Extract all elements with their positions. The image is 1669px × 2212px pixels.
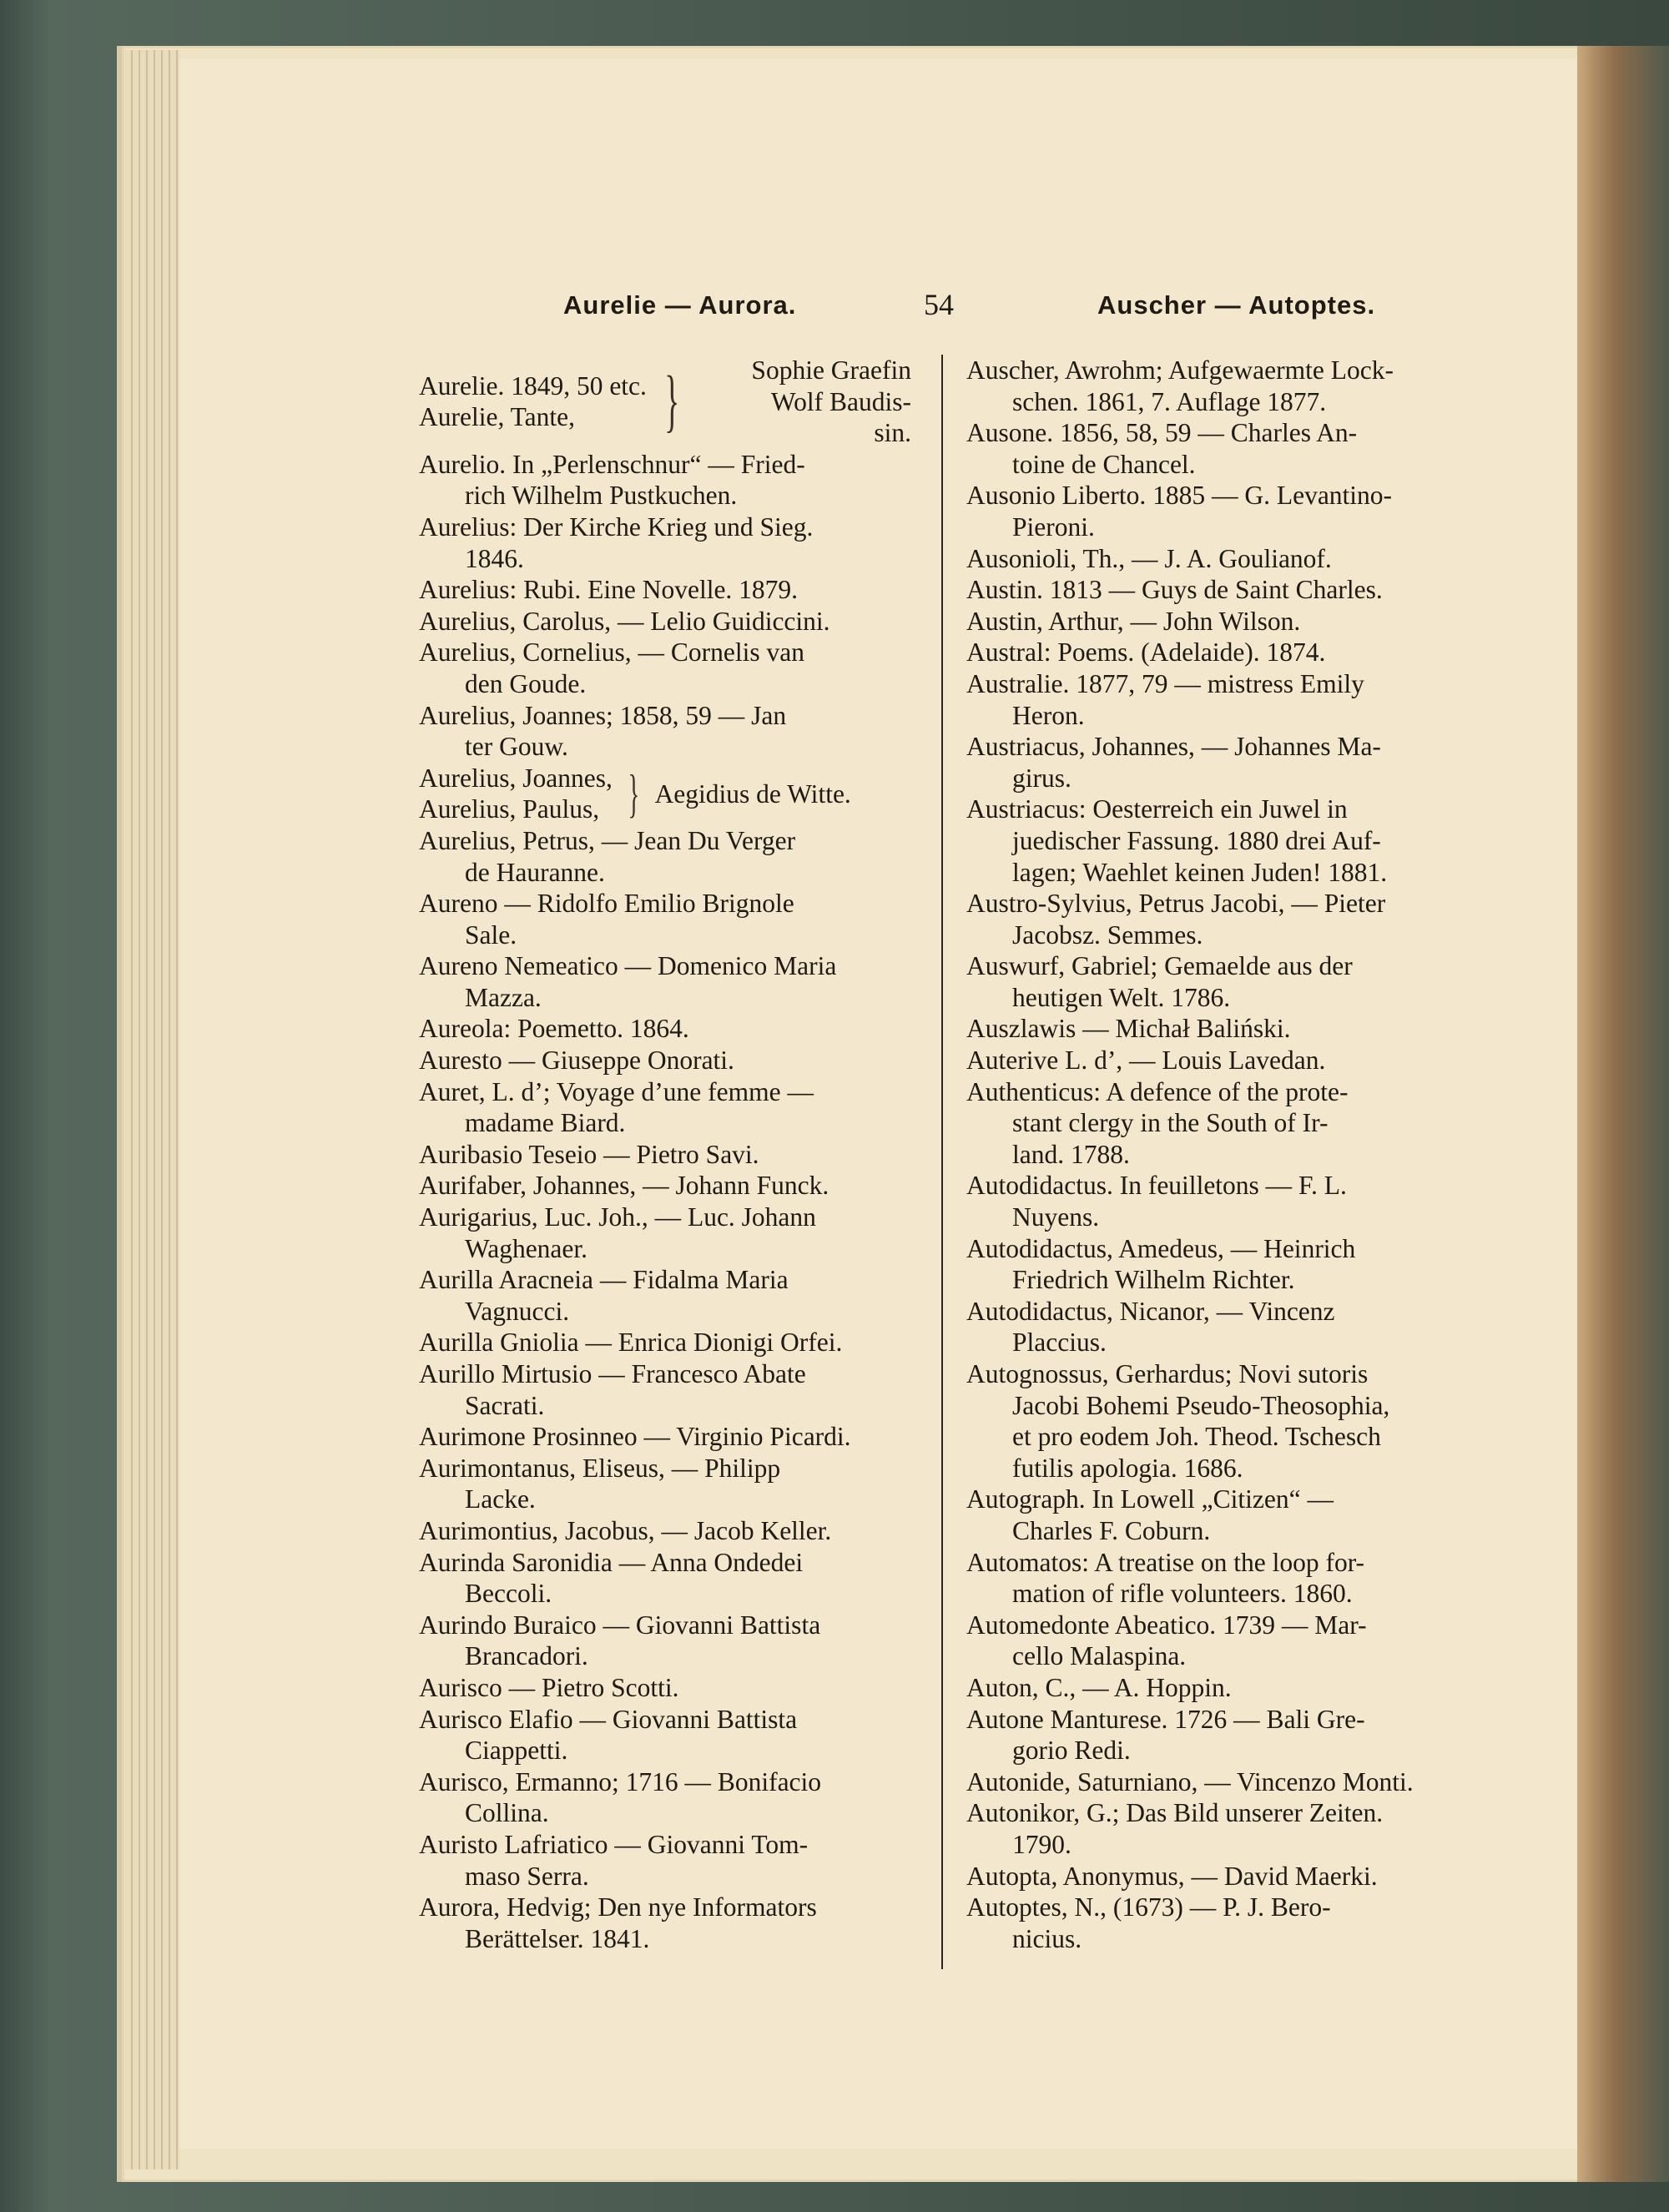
entry [419, 637, 911, 699]
entry [419, 1704, 911, 1766]
entry [419, 511, 911, 574]
entry-line: Aurimontius, Jacobus, — Jacob Keller. [419, 1515, 832, 1545]
entry-line: Aureola: Poemetto. 1864. [419, 1014, 689, 1044]
entry-continuation: Placcius. [1012, 1328, 1107, 1358]
header-left: Aurelie — Aurora. [563, 290, 797, 320]
entry-line: Auton, C., — A. Hoppin. [966, 1672, 1232, 1702]
brace-target-line: Sophie Graefin [751, 355, 911, 385]
entry-list [419, 449, 911, 763]
entry [966, 355, 1459, 417]
entry [419, 1076, 911, 1139]
entry [419, 888, 911, 950]
entry-continuation: madame Biard. [465, 1108, 626, 1138]
entry-line: Autognossus, Gerhardus; Novi sutoris [966, 1359, 1369, 1388]
entry-continuation: juedischer Fassung. 1880 drei Auf- [1012, 825, 1381, 855]
entry-line: Autopta, Anonymus, — David Maerki. [966, 1861, 1378, 1891]
entry-continuation: gorio Redi. [1012, 1736, 1131, 1766]
entry [966, 950, 1459, 1013]
entry-line: Austriacus, Johannes, — Johannes Ma- [966, 732, 1381, 762]
entry [966, 1045, 1459, 1076]
book-page [179, 58, 1577, 2149]
right-column [966, 355, 1459, 1954]
entry-line: Auristo Lafriatico — Giovanni Tom- [419, 1829, 809, 1859]
entry-line: Aurifaber, Johannes, — Johann Funck. [419, 1171, 829, 1201]
entry-continuation: Ciappetti. [465, 1736, 568, 1766]
column-divider [941, 355, 943, 1969]
entry [966, 1296, 1459, 1358]
entry [966, 1861, 1459, 1892]
entry-line: Austriacus: Oesterreich ein Juwel in [966, 794, 1348, 824]
entry-line: Aureno — Ridolfo Emilio Brignole [419, 889, 794, 919]
entry [419, 606, 911, 637]
brace-group [419, 355, 911, 449]
entry-continuation: Nuyens. [1012, 1202, 1100, 1232]
entry [419, 1610, 911, 1672]
entry [419, 1515, 911, 1547]
entry [419, 1327, 911, 1358]
entry-line: Aurisco Elafio — Giovanni Battista [419, 1704, 798, 1734]
entry-line: Auscher, Awrohm; Aufgewaermte Lock- [966, 355, 1394, 385]
entry-continuation: toine de Chancel. [1012, 449, 1196, 479]
entry-line: Auszlawis — Michał Baliński. [966, 1014, 1291, 1044]
page-edges [125, 50, 179, 2169]
entry [419, 449, 911, 511]
entry [419, 1264, 911, 1327]
entry [419, 1453, 911, 1515]
entry [419, 1170, 911, 1202]
brace-target-line: Aegidius de Witte. [654, 778, 851, 809]
entry [966, 1797, 1459, 1860]
entry [419, 574, 911, 606]
entry [966, 1170, 1459, 1232]
entry-continuation: Heron. [1012, 700, 1085, 730]
entry [419, 825, 911, 888]
entry-line: Autonikor, G.; Das Bild unserer Zeiten. [966, 1798, 1384, 1828]
entry [966, 606, 1459, 637]
entry-line: Auret, L. d’; Voyage d’une femme — [419, 1076, 814, 1106]
entry [419, 1421, 911, 1453]
entry [966, 731, 1459, 794]
entry-line: Aurimone Prosinneo — Virginio Picardi. [419, 1422, 851, 1452]
entry [966, 888, 1459, 950]
entry-line: Auresto — Giuseppe Onorati. [419, 1046, 734, 1076]
entry-continuation: Brancadori. [465, 1641, 588, 1671]
entry-continuation: mation of rifle volunteers. 1860. [1012, 1579, 1353, 1609]
entry [419, 1139, 911, 1171]
entry-continuation: 1790. [1012, 1829, 1071, 1859]
page-number: 54 [924, 288, 954, 321]
entry [966, 574, 1459, 606]
entry-continuation: nicius. [1012, 1923, 1082, 1953]
entry-continuation: lagen; Waehlet keinen Juden! 1881. [1012, 857, 1388, 887]
entry [419, 1547, 911, 1610]
brace-name: Aurelie, Tante, [419, 402, 576, 432]
brace-icon: } [664, 362, 680, 441]
entry-continuation: Waghenaer. [465, 1233, 588, 1263]
entry [419, 1045, 911, 1076]
entry-continuation: futilis apologia. 1686. [1012, 1453, 1243, 1483]
entry-line: Ausone. 1856, 58, 59 — Charles An- [966, 418, 1358, 448]
entry-line: Aurimontanus, Eliseus, — Philipp [419, 1453, 781, 1483]
entry-line: Autograph. In Lowell „Citizen“ — [966, 1484, 1334, 1514]
brace-name: Aurelius, Paulus, [419, 794, 600, 824]
entry-line: Autodidactus. In feuilletons — F. L. [966, 1171, 1347, 1201]
brace-name: Aurelie. 1849, 50 etc. [419, 370, 647, 401]
brace-names [419, 763, 613, 825]
entry-line: Autoptes, N., (1673) — P. J. Bero- [966, 1892, 1331, 1922]
entry-list [419, 825, 911, 1954]
entry-continuation: land. 1788. [1012, 1139, 1130, 1169]
entry [966, 1076, 1459, 1171]
entry-continuation: schen. 1861, 7. Auflage 1877. [1012, 386, 1327, 416]
entry-line: Aurora, Hedvig; Den nye Informators [419, 1892, 817, 1922]
entry-line: Austral: Poems. (Adelaide). 1874. [966, 637, 1326, 668]
entry-line: Ausonioli, Th., — J. A. Goulianof. [966, 543, 1332, 573]
entry-line: Aurelius, Cornelius, — Cornelis van [419, 637, 804, 668]
entry-line: Aurisco — Pietro Scotti. [419, 1672, 679, 1702]
entry-continuation: Sale. [465, 920, 517, 950]
entry [419, 1892, 911, 1954]
entry-line: Austin, Arthur, — John Wilson. [966, 606, 1301, 636]
brace-target [697, 355, 911, 449]
entry-line: Aurelius, Joannes; 1858, 59 — Jan [419, 700, 787, 730]
brace-group [419, 763, 911, 825]
entry-line: Autonide, Saturniano, — Vincenzo Monti. [966, 1766, 1414, 1796]
header-right: Auscher — Autoptes. [1097, 290, 1376, 320]
entry-line: Authenticus: A defence of the prote- [966, 1076, 1349, 1106]
entry-line: Aurindo Buraico — Giovanni Battista [419, 1610, 821, 1640]
entry-list [966, 355, 1459, 1954]
book-spine [1577, 46, 1669, 2182]
left-column [419, 355, 911, 1954]
entry [966, 794, 1459, 888]
entry-continuation: ter Gouw. [465, 732, 568, 762]
brace-names [419, 370, 647, 433]
entry-continuation: 1846. [465, 543, 524, 573]
entry-line: Aurigarius, Luc. Joh., — Luc. Johann [419, 1202, 816, 1232]
entry-line: Aurelio. In „Perlenschnur“ — Fried- [419, 449, 805, 479]
brace-name: Aurelius, Joannes, [419, 763, 613, 793]
entry [419, 1358, 911, 1421]
entry-continuation: girus. [1012, 763, 1071, 793]
entry-line: Auterive L. d’, — Louis Lavedan. [966, 1046, 1326, 1076]
entry-continuation: cello Malaspina. [1012, 1641, 1187, 1671]
entry [966, 1358, 1459, 1484]
entry-continuation: Berättelser. 1841. [465, 1923, 650, 1953]
entry-line: Austin. 1813 — Guys de Saint Charles. [966, 575, 1383, 605]
entry-continuation: de Hauranne. [465, 857, 605, 887]
entry [966, 543, 1459, 575]
entry [419, 1766, 911, 1829]
entry-line: Auribasio Teseio — Pietro Savi. [419, 1139, 759, 1169]
entry-line: Aurillo Mirtusio — Francesco Abate [419, 1359, 806, 1388]
entry-line: Aurilla Aracneia — Fidalma Maria [419, 1265, 789, 1295]
brace-target-line: Wolf Baudis- [770, 386, 911, 416]
entry [966, 1233, 1459, 1296]
entry-continuation: Lacke. [465, 1484, 536, 1514]
entry-line: Autodidactus, Nicanor, — Vincenz [966, 1296, 1335, 1326]
entry-continuation: rich Wilhelm Pustkuchen. [465, 481, 738, 511]
entry [419, 1202, 911, 1264]
entry [966, 637, 1459, 668]
entry-continuation: Pieroni. [1012, 511, 1095, 542]
entry-line: Austro-Sylvius, Petrus Jacobi, — Pieter [966, 889, 1386, 919]
entry [966, 1892, 1459, 1954]
entry-continuation: maso Serra. [465, 1861, 589, 1891]
entry-line: Aurilla Gniolia — Enrica Dionigi Orfei. [419, 1328, 843, 1358]
entry-line: Autodidactus, Amedeus, — Heinrich [966, 1233, 1356, 1263]
entry-continuation: Friedrich Wilhelm Richter. [1012, 1265, 1295, 1295]
entry-line: Aurelius, Carolus, — Lelio Guidiccini. [419, 606, 830, 636]
running-header [179, 290, 1577, 332]
entry-continuation: den Goude. [465, 668, 587, 698]
entry-continuation: Collina. [465, 1798, 549, 1828]
brace-target [655, 778, 911, 810]
entry [419, 1672, 911, 1704]
brace-icon: } [628, 763, 640, 824]
entry-continuation: stant clergy in the South of Ir- [1012, 1108, 1329, 1138]
entry-line: Aurinda Saronidia — Anna Ondedei [419, 1547, 804, 1577]
entry-line: Australie. 1877, 79 — mistress Emily [966, 668, 1364, 698]
entry [966, 480, 1459, 542]
entry [419, 950, 911, 1013]
entry [966, 668, 1459, 731]
entry-continuation: Jacobi Bohemi Pseudo-Theosophia, [1012, 1390, 1390, 1420]
entry [966, 1013, 1459, 1045]
entry-line: Ausonio Liberto. 1885 — G. Levantino- [966, 481, 1393, 511]
entry [966, 1672, 1459, 1704]
entry-continuation: Jacobsz. Semmes. [1012, 920, 1203, 950]
brace-target-line: sin. [874, 418, 911, 448]
entry-continuation: Sacrati. [465, 1390, 545, 1420]
entry [419, 700, 911, 763]
entry-line: Automatos: A treatise on the loop for- [966, 1547, 1365, 1577]
entry-line: Aurelius: Rubi. Eine Novelle. 1879. [419, 575, 799, 605]
entry-continuation: et pro eodem Joh. Theod. Tschesch [1012, 1422, 1381, 1452]
entry [966, 417, 1459, 480]
entry-continuation: Mazza. [465, 982, 542, 1012]
entry-line: Autone Manturese. 1726 — Bali Gre- [966, 1704, 1365, 1734]
entry-continuation: heutigen Welt. 1786. [1012, 982, 1231, 1012]
entry-continuation: Vagnucci. [465, 1296, 570, 1326]
entry [966, 1547, 1459, 1610]
entry [966, 1766, 1459, 1798]
entry-line: Automedonte Abeatico. 1739 — Mar- [966, 1610, 1367, 1640]
entry-line: Auswurf, Gabriel; Gemaelde aus der [966, 951, 1353, 981]
entry [419, 1013, 911, 1045]
entry-line: Aureno Nemeatico — Domenico Maria [419, 951, 837, 981]
entry-continuation: Charles F. Coburn. [1012, 1515, 1211, 1545]
entry-continuation: Beccoli. [465, 1579, 552, 1609]
entry-line: Aurelius: Der Kirche Krieg und Sieg. [419, 511, 814, 542]
entry [966, 1610, 1459, 1672]
entry [966, 1704, 1459, 1766]
entry-line: Aurelius, Petrus, — Jean Du Verger [419, 825, 796, 855]
entry [966, 1484, 1459, 1546]
entry-line: Aurisco, Ermanno; 1716 — Bonifacio [419, 1766, 822, 1796]
entry [419, 1829, 911, 1892]
